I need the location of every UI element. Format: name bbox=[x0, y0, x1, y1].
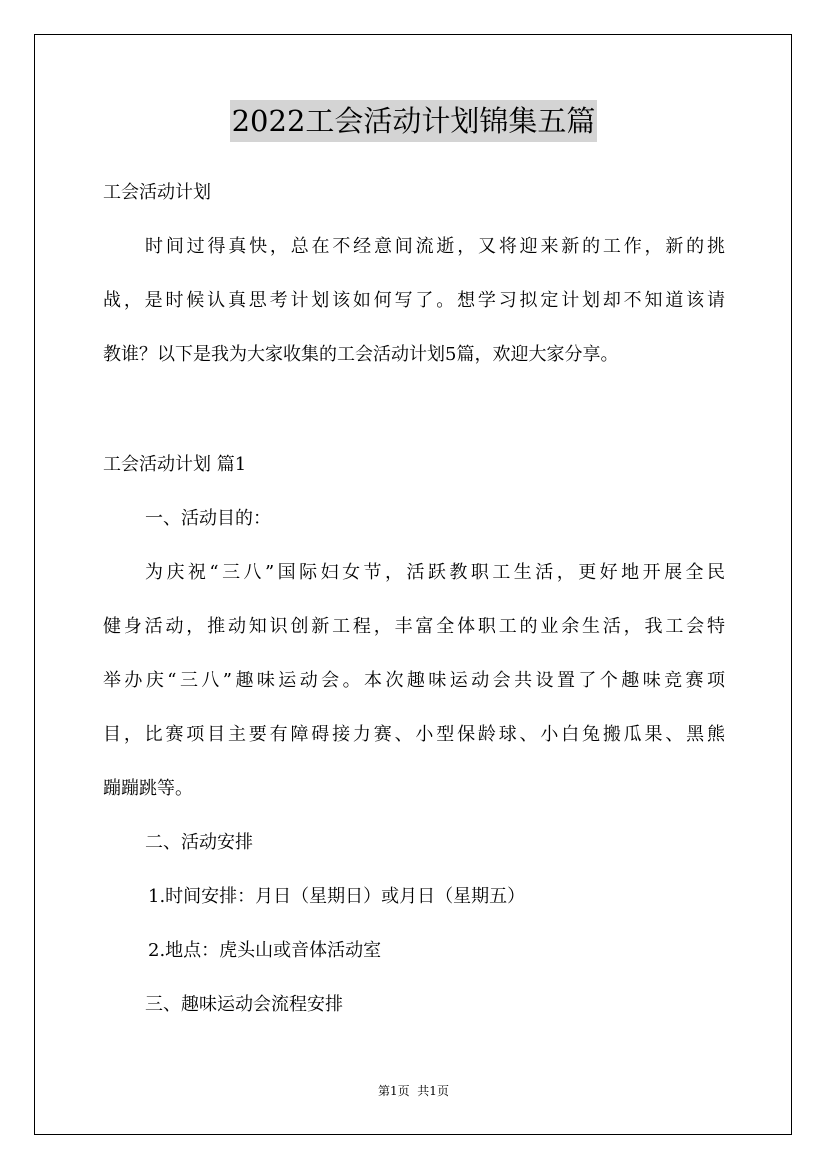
section2-title: 二、活动安排 bbox=[145, 832, 253, 853]
part1-heading: 工会活动计划 篇1 bbox=[103, 454, 247, 475]
section1-body-line-2: 健身活动，推动知识创新工程，丰富全体职工的业余生活，我工会特 bbox=[103, 616, 725, 637]
section1-title: 一、活动目的： bbox=[145, 508, 271, 529]
section2-item-time: 1.时间安排：月日（星期日）或月日（星期五） bbox=[148, 886, 526, 907]
section1-body-line-5: 蹦蹦跳等。 bbox=[103, 778, 193, 799]
section2-item-location: 2.地点：虎头山或音体活动室 bbox=[148, 940, 382, 961]
document-title: 2022工会活动计划锦集五篇 bbox=[230, 100, 598, 142]
intro-paragraph-line-2: 战，是时候认真思考计划该如何写了。想学习拟定计划却不知道该请 bbox=[103, 290, 725, 311]
title-container bbox=[0, 100, 827, 142]
intro-paragraph-line-3: 教谁？以下是我为大家收集的工会活动计划5篇，欢迎大家分享。 bbox=[103, 344, 619, 365]
intro-paragraph-line-1: 时间过得真快，总在不经意间流逝，又将迎来新的工作，新的挑 bbox=[145, 236, 725, 257]
section1-body-line-3: 举办庆“三八”趣味运动会。本次趣味运动会共设置了个趣味竞赛项 bbox=[103, 670, 725, 691]
page-footer: 第1页 共1页 bbox=[378, 1084, 449, 1098]
section3-title: 三、趣味运动会流程安排 bbox=[145, 994, 343, 1015]
section1-body-line-4: 目，比赛项目主要有障碍接力赛、小型保龄球、小白兔搬瓜果、黑熊 bbox=[103, 724, 725, 745]
intro-heading: 工会活动计划 bbox=[103, 182, 211, 203]
section1-body-line-1: 为庆祝“三八”国际妇女节，活跃教职工生活，更好地开展全民 bbox=[145, 562, 725, 583]
